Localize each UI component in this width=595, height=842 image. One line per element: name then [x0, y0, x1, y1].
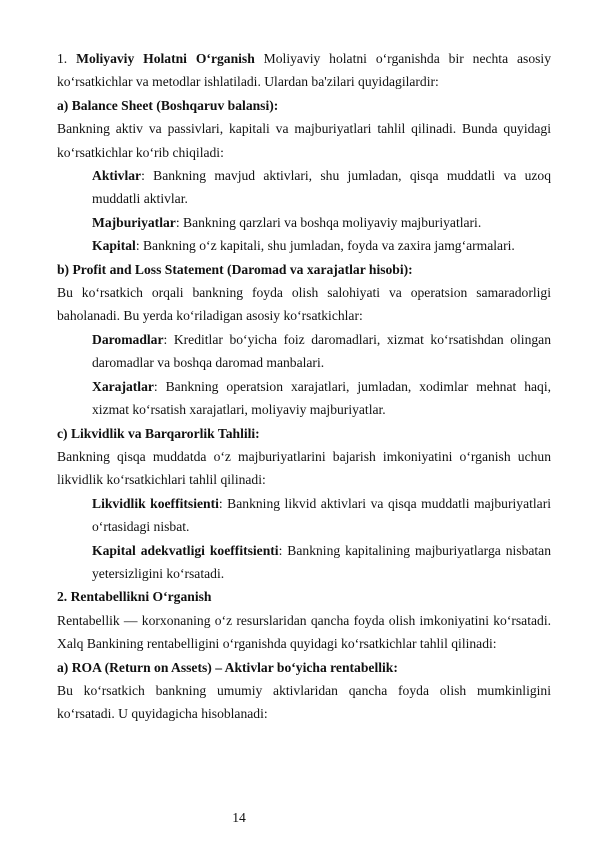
term: Aktivlar: [92, 168, 142, 184]
section1-number: 1.: [57, 51, 68, 66]
liquidity-heading: c) Likvidlik va Barqarorlik Tahlili:: [57, 425, 260, 441]
balance-intro: Bankning aktiv va passivlari, kapitali va majburiyatlari tahlil qilinadi. Bunda quyidagi ko‘rsatkichlar ko‘rib chiqiladi:: [57, 121, 551, 160]
roa-heading: a) ROA (Return on Assets) – Aktivlar bo‘yicha rentabellik:: [57, 659, 398, 675]
term: Kapital adekvatligi koeffitsienti: [92, 542, 279, 558]
profit-item-xarajatlar: [92, 375, 551, 422]
profit-heading: b) Profit and Loss Statement (Daromad va xarajatlar hisobi):: [57, 261, 413, 277]
term: Daromadlar: [92, 331, 164, 347]
section1-paragraph: [57, 47, 551, 94]
page-number: 14: [232, 810, 246, 825]
term: Kapital: [92, 238, 136, 254]
desc: : Bankning qarzlari va boshqa moliyaviy majburiyatlari.: [175, 214, 482, 230]
liquidity-item-likvidlik: [92, 492, 551, 539]
page-content: [57, 47, 551, 726]
balance-item-kapital: [92, 234, 551, 257]
desc: : Bankning operatsion xarajatlari, jumladan, xodimlar mehnat haqi, xizmat ko‘rsatish xarajatlari, moliyaviy majburiyatlar.: [92, 378, 551, 418]
balance-heading: a) Balance Sheet (Boshqaruv balansi):: [57, 97, 279, 113]
profit-item-daromadlar: [92, 328, 551, 375]
term: Majburiyatlar: [92, 214, 176, 230]
desc: : Kreditlar bo‘yicha foiz daromadlari, xizmat ko‘rsatishdan olingan daromadlar va boshqa daromad manbalari.: [92, 331, 551, 371]
section1-title: Moliyaviy Holatni O‘rganish: [76, 51, 255, 66]
roa-intro: Bu ko‘rsatkich bankning umumiy aktivlaridan qancha foyda olish mumkinligini ko‘rsatadi. U quyidagicha hisoblanadi:: [57, 682, 551, 722]
term: Xarajatlar: [92, 378, 154, 394]
desc: : Bankning kapitalining majburiyatlarga nisbatan yetersizligini ko‘rsatadi.: [92, 542, 552, 581]
desc: : Bankning o‘z kapitali, shu jumladan, foyda va zaxira jamg‘armalari.: [135, 238, 515, 254]
term: Likvidlik koeffitsienti: [92, 495, 219, 511]
desc: : Bankning mavjud aktivlari, shu jumladan, qisqa muddatli va uzoq muddatli aktivlar.: [92, 168, 551, 207]
section1-text: Moliyaviy holatni o‘rganishda bir nechta asosiy ko‘rsatkichlar va metodlar ishlatiladi. Ulardan ba'zilari quyidagilardir:: [57, 51, 551, 90]
section2-heading: 2. Rentabellikni O‘rganish: [57, 589, 212, 605]
liquidity-intro: Bankning qisqa muddatda o‘z majburiyatlarini bajarish imkoniyatini o‘rganish uchun likvidlik ko‘rsatkichlari tahlil qilinadi:: [57, 448, 551, 488]
desc: : Bankning likvid aktivlari va qisqa muddatli majburiyatlari o‘rtasidagi nisbat.: [92, 495, 551, 535]
section2-intro: Rentabellik — korxonaning o‘z resurslaridan qancha foyda olish imkoniyatini ko‘rsatadi. Xalq Bankining rentabelligini o‘rganishda quyidagi ko‘rsatkichlar tahlil qilinadi:: [57, 612, 551, 652]
balance-item-majburiyatlar: [92, 211, 551, 234]
profit-intro: Bu ko‘rsatkich orqali bankning foyda olish salohiyati va operatsion samaradorligi baholanadi. Bu yerda ko‘riladigan asosiy ko‘rsatkichlar:: [57, 285, 551, 324]
liquidity-item-kapital-adekvatligi: [92, 539, 551, 586]
balance-item-aktivlar: [92, 164, 551, 211]
